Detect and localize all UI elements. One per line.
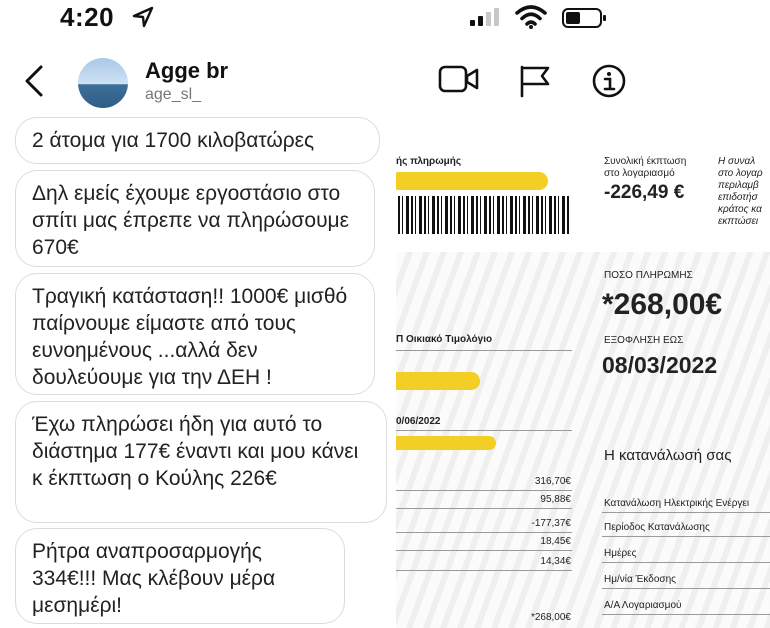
side-note-line: επιδοτήσ: [718, 192, 758, 203]
consumption-title: Η κατανάλωσή σας: [604, 447, 732, 464]
side-note-line: εκπτώσει: [718, 216, 759, 227]
divider: [396, 490, 572, 491]
amount-row: 95,88€: [540, 494, 571, 505]
divider: [602, 512, 770, 513]
chat-header: [0, 48, 770, 108]
divider: [396, 550, 572, 551]
divider: [602, 562, 770, 563]
highlight-marker: [396, 436, 496, 450]
status-time: 4:20: [60, 2, 115, 32]
payment-header: ής πληρωμής: [396, 156, 462, 167]
message-bubble[interactable]: 2 άτομα για 1700 κιλοβατώρες: [15, 117, 380, 164]
discount-label-1: Συνολική έκπτωση: [604, 156, 687, 167]
barcode: [398, 196, 570, 234]
back-chevron-icon[interactable]: [22, 64, 46, 98]
consumption-row: Περίοδος Κατανάλωσης: [604, 522, 710, 533]
consumption-row: Α/Α Λογαριασμού: [604, 600, 682, 611]
consumption-row: Ημέρες: [604, 548, 637, 559]
side-note-line: Η συναλ: [718, 156, 756, 167]
contact-handle: age_sl_: [145, 86, 202, 103]
divider: [602, 588, 770, 589]
highlight-marker: [396, 172, 548, 190]
highlight-marker: [396, 372, 480, 390]
info-icon[interactable]: [592, 64, 626, 98]
side-note-line: στο λογαρ: [718, 168, 763, 179]
message-bubble[interactable]: Δηλ εμείς έχουμε εργοστάσιο στο σπίτι μας έπρεπε να πληρώσουμε 670€: [15, 170, 375, 267]
message-bubble[interactable]: Τραγική κατάσταση!! 1000€ μισθό παίρνουμε είμαστε από τους ευνοημένους ...αλλά δεν δουλεύουμε για την ΔΕΗ !: [15, 273, 375, 395]
amount-row: 316,70€: [534, 476, 571, 487]
message-bubble[interactable]: Ρήτρα αναπροσαρμογής 334€!!! Μας κλέβουν μέρα μεσημέρι!: [15, 528, 345, 624]
consumption-row: Κατανάλωση Ηλεκτρικής Ενέργει: [604, 498, 750, 509]
date-fragment: 0/06/2022: [396, 416, 441, 427]
divider: [396, 350, 572, 351]
divider: [602, 614, 770, 615]
status-bar: [0, 0, 770, 36]
discount-label-2: στο λογαριασμό: [604, 168, 675, 179]
amount-value: *268,00€: [602, 288, 723, 321]
divider: [396, 508, 572, 509]
battery-icon: [562, 8, 608, 28]
location-arrow-icon: [132, 6, 154, 28]
due-label: ΕΞΟΦΛΗΣΗ ΕΩΣ: [604, 335, 684, 346]
divider: [602, 536, 770, 537]
divider: [396, 570, 572, 571]
amount-row: 18,45€: [540, 536, 571, 547]
wifi-icon: [514, 4, 548, 30]
invoice-type: Π Οικιακό Τιμολόγιο: [396, 334, 493, 345]
divider: [396, 430, 572, 431]
amount-total: *268,00€: [530, 612, 571, 623]
contact-name[interactable]: Agge br: [145, 58, 229, 83]
avatar[interactable]: [78, 58, 128, 108]
divider: [396, 532, 572, 533]
video-camera-icon[interactable]: [438, 64, 480, 94]
shared-bill-photo[interactable]: [396, 122, 770, 628]
consumption-row: Ημ/νία Έκδοσης: [604, 574, 676, 585]
side-note-line: περιλαμβ: [718, 180, 759, 191]
amount-row: -177,37€: [531, 518, 571, 529]
amount-label: ΠΟΣΟ ΠΛΗΡΩΜΗΣ: [604, 270, 693, 281]
flag-icon[interactable]: [518, 64, 552, 98]
discount-value: -226,49 €: [604, 182, 685, 203]
message-bubble[interactable]: Έχω πληρώσει ήδη για αυτό το διάστημα 177€ έναντι και μου κάνει κ έκπτωση ο Κούλης 226€: [15, 401, 387, 523]
amount-row: 14,34€: [540, 556, 571, 567]
side-note-line: κράτος κα: [718, 204, 762, 215]
due-date: 08/03/2022: [602, 352, 718, 378]
signal-icon: [470, 8, 506, 26]
